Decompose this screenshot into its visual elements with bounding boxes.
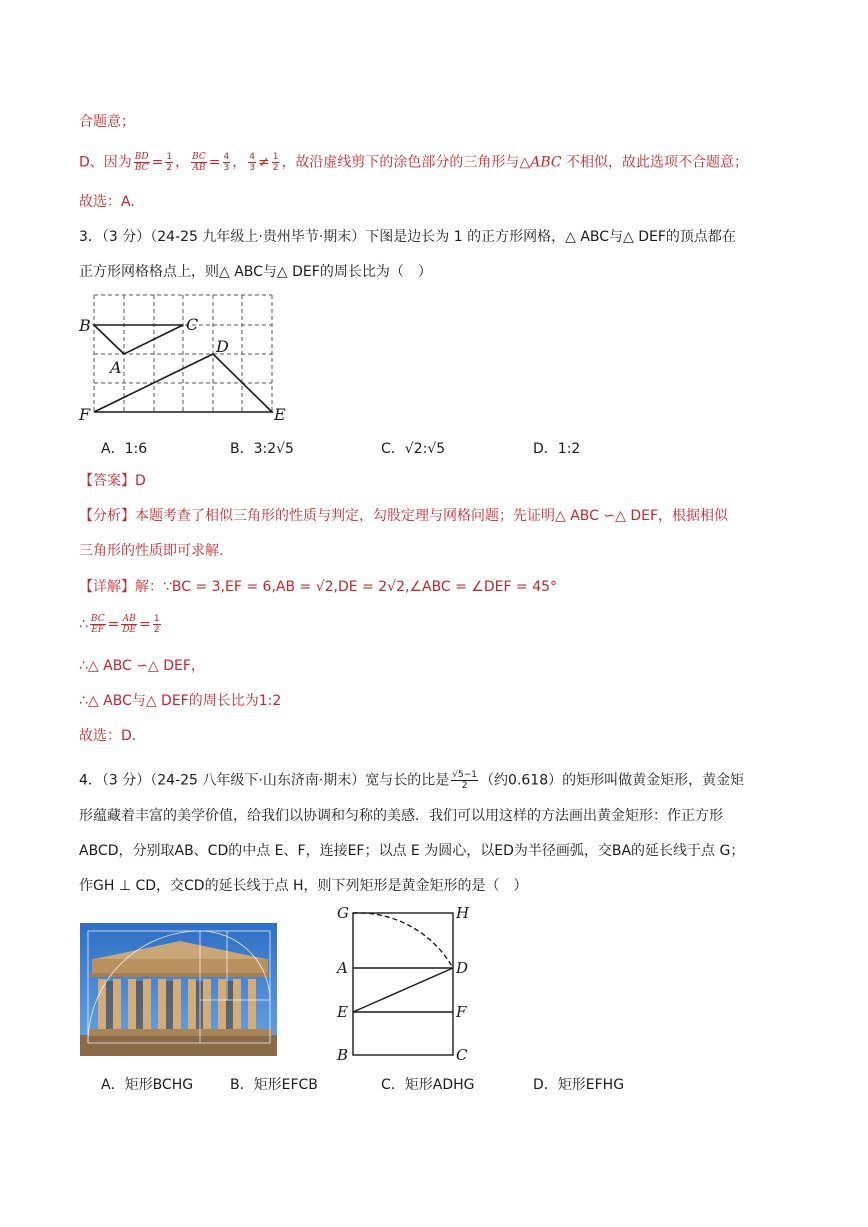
fraction: $\frac{BC}{AB}$ — [192, 152, 206, 173]
q4-stem-line3: ABCD，分别取AB、CD的中点 E、F，连接EF；以点 E 为圆心，以ED为半径画弧，交BA的延长线于点 G； — [79, 843, 745, 859]
grid-lines — [94, 295, 272, 412]
q3-answer: 【答案】D — [79, 473, 146, 489]
label-a: A — [110, 358, 122, 377]
parthenon-image — [80, 923, 277, 1056]
label-c: C — [186, 315, 199, 334]
q3-analysis-line2: 三角形的性质即可求解. — [79, 543, 224, 559]
q3-grid-figure — [76, 290, 298, 425]
label-a: A — [337, 959, 348, 977]
segment-ed — [353, 968, 453, 1012]
fraction: $\frac{4}{3}$ — [249, 152, 255, 173]
fraction: $\frac{BD}{BC}$ — [134, 152, 149, 173]
triangle-abc — [94, 325, 183, 354]
q3-stem-line1: 3．（3 分）（24-25 九年级上·贵州毕节·期末）下图是边长为 1 的正方形网格，△ ABC与△ DEF的顶点都在 — [79, 229, 736, 245]
option-text: 矩形EFCB — [253, 1077, 318, 1093]
label-e: E — [274, 405, 286, 424]
q4-option-a[interactable] — [101, 1074, 193, 1094]
arc-dg — [353, 913, 453, 968]
option-text: 矩形EFHG — [557, 1077, 625, 1093]
prev-choice: 故选：A. — [79, 194, 135, 210]
q3-choice: 故选：D. — [79, 728, 137, 744]
fraction: $\frac{1}{2}$ — [166, 152, 173, 173]
option-text: 3:2√5 — [253, 441, 294, 457]
option-text: 矩形ADHG — [404, 1077, 475, 1093]
option-key: B． — [230, 441, 254, 457]
rectangle-bchg — [353, 913, 453, 1055]
q4-option-c[interactable] — [381, 1074, 475, 1094]
fraction: $\frac{√5-1}{2}$ — [452, 770, 478, 791]
label-f: F — [79, 405, 91, 424]
text: D、因为 — [79, 154, 132, 171]
label-b: B — [337, 1046, 349, 1064]
label-e: E — [337, 1003, 348, 1021]
q4-option-b[interactable] — [230, 1074, 318, 1094]
q4-stem-line2: 形蕴藏着丰富的美学价值，给我们以协调和匀称的美感．我们可以用这样的方法画出黄金矩形：作正方形 — [79, 808, 723, 824]
fraction: $\frac{4}{3}$ — [223, 152, 230, 173]
option-key: A． — [101, 441, 125, 457]
q4-stem-line1: 4．（3 分）（24-25 八年级下·山东济南·期末）宽与长的比是 $\frac{√5-1}{2}$ （约0.618）的矩形叫做黄金矩形，黄金矩 — [79, 770, 745, 791]
label-d: D — [456, 959, 469, 977]
option-key: C． — [381, 441, 405, 457]
q3-option-a[interactable] — [101, 438, 147, 458]
option-key: D． — [533, 1077, 558, 1093]
fraction: $\frac{AB}{DE}$ — [122, 614, 137, 635]
label-g: G — [337, 904, 349, 922]
q3-detail-line2: ∴ $\frac{BC}{EF}$ = $\frac{AB}{DE}$ = $\frac{1}{2}$ — [79, 614, 160, 635]
q3-option-d[interactable] — [533, 438, 580, 458]
q3-option-c[interactable] — [381, 438, 445, 458]
option-text: 1:6 — [124, 441, 148, 457]
q4-golden-rectangle-figure — [332, 902, 472, 1070]
option-key: D． — [533, 441, 558, 457]
q3-analysis-line1: 【分析】本题考查了相似三角形的性质与判定，勾股定理与网格问题；先证明△ ABC ∽△ DEF，根据相似 — [79, 508, 729, 524]
fraction: $\frac{1}{2}$ — [272, 152, 279, 173]
fraction: $\frac{BC}{EF}$ — [90, 614, 105, 635]
label-d: D — [216, 337, 229, 356]
label-h: H — [456, 904, 470, 922]
prev-tail: 合题意； — [79, 114, 135, 130]
label-c: C — [456, 1046, 468, 1064]
option-key: A． — [101, 1077, 125, 1093]
prev-option-d: D、因为 $\frac{BD}{BC}$ = $\frac{1}{2}$ ， $\frac{BC}{AB}$ = $\frac{4}{3}$ ， $\frac{4}{3}$ ≠ $\frac{1}{2}$ ，故沿虚线剪下的涂色部分的三角形与△ABC 不相似，故此选项不合题意； — [79, 152, 749, 173]
q3-option-b[interactable] — [230, 438, 294, 458]
fraction: $\frac{1}{2}$ — [153, 614, 160, 635]
option-text: 1:2 — [557, 441, 581, 457]
q4-stem-line4: 作GH ⊥ CD，交CD的延长线于点 H，则下列矩形是黄金矩形的是（ ） — [79, 878, 528, 894]
option-key: C． — [381, 1077, 405, 1093]
q3-detail-line4: ∴△ ABC与△ DEF的周长比为1:2 — [79, 693, 282, 709]
label-b: B — [79, 316, 91, 335]
q4-option-d[interactable] — [533, 1074, 624, 1094]
q3-stem-line2: 正方形网格格点上，则△ ABC与△ DEF的周长比为（ ） — [79, 264, 432, 280]
option-text: 矩形BCHG — [124, 1077, 194, 1093]
q3-detail-line1: 【详解】解：∵BC = 3,EF = 6,AB = √2,DE = 2√2,∠ABC = ∠DEF = 45° — [79, 579, 558, 595]
option-key: B． — [230, 1077, 254, 1093]
option-text: √2:√5 — [404, 441, 446, 457]
label-f: F — [456, 1003, 467, 1021]
q3-detail-line3: ∴△ ABC ∽△ DEF， — [79, 658, 205, 674]
